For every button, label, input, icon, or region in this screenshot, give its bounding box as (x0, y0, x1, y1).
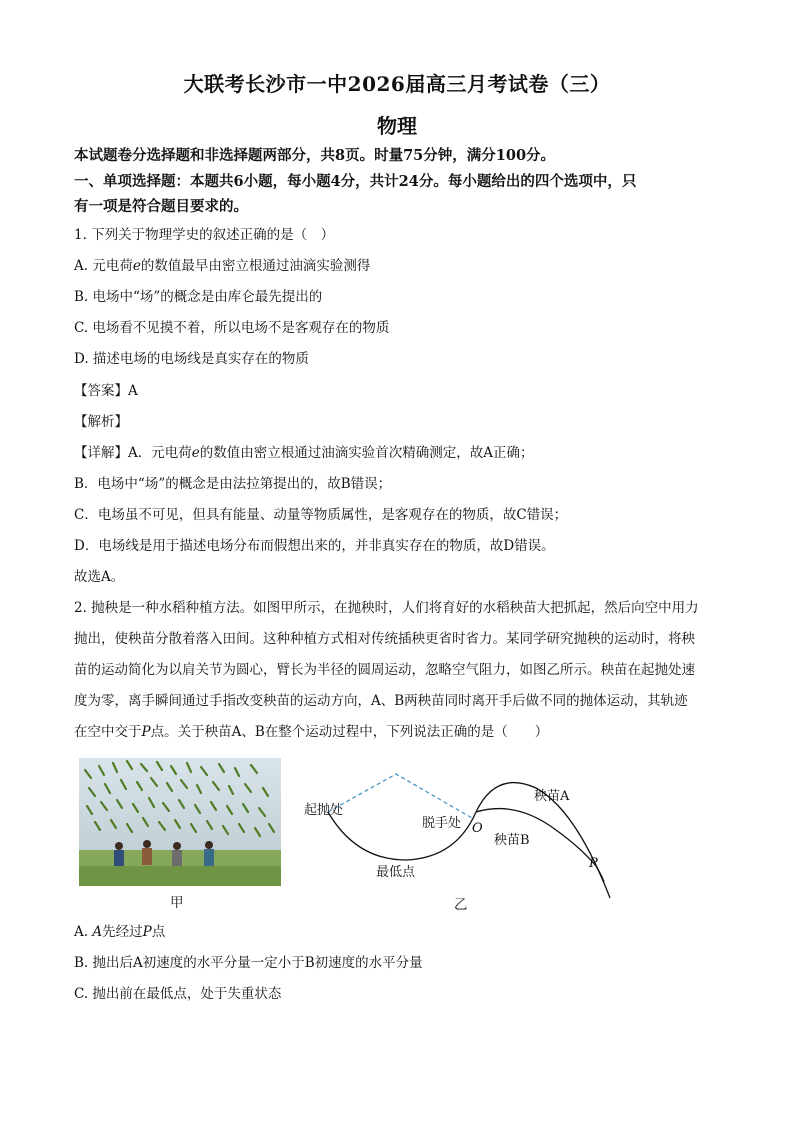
q1-stem: 1. 下列关于物理学史的叙述正确的是（ ） (74, 227, 335, 243)
q1-detail-c: C．电场虽不可见，但具有能量、动量等物质属性，是客观存在的物质，故C错误； (74, 507, 568, 523)
q2-stem-line1: 2. 抛秧是一种水稻种植方法。如图甲所示，在抛秧时，人们将育好的水稻秧苗大把抓起，然后向空中用力 (74, 600, 699, 616)
q2-option-a-pre: A. (74, 924, 93, 940)
q1-detail-b: B．电场中“场”的概念是由法拉第提出的，故B错误； (74, 476, 392, 492)
figure-caption-yi: 乙 (454, 897, 468, 913)
q2-option-c: C. 抛出前在最低点，处于失重状态 (74, 986, 282, 1002)
q2-option-b: B. 抛出后A初速度的水平分量一定小于B初速度的水平分量 (74, 955, 423, 971)
exam-note: 本试题卷分选择题和非选择题两部分，共8页。时量75分钟，满分100分。 (74, 147, 556, 164)
q2-stem-line4: 度为零，离手瞬间通过手指改变秧苗的运动方向，A、B两秧苗同时离开手后做不同的抛体运动，其轨迹 (74, 693, 688, 709)
q2-option-a-var2: P (142, 924, 152, 940)
q1-answer: 【答案】A (74, 383, 138, 399)
q2-stem-line2: 抛出，使秧苗分散着落入田间。这种种植方式相对传统插秧更省时省力。某同学研究抛秧的运动时，将秧 (74, 631, 695, 647)
label-lowest-point: 最低点 (376, 865, 416, 880)
section1-heading-line2: 有一项是符合题目要求的。 (74, 198, 248, 215)
q1-option-a-var: e (132, 258, 141, 274)
q2-stem-line5-var: P (141, 724, 151, 740)
label-release-point: 脱手处 (422, 816, 462, 831)
q1-detail-a-var: e (191, 445, 200, 461)
label-seedling-b: 秧苗B (494, 833, 530, 848)
subject-title: 物理 (377, 114, 417, 138)
figure-jia-photo (79, 758, 281, 886)
q2-option-a (74, 922, 734, 942)
q2-stem-line5-pre: 在空中交于 (74, 724, 142, 740)
rice-throwing-photo (79, 758, 281, 886)
q2-option-a-var: A (92, 924, 103, 940)
q2-stem-line5 (74, 722, 734, 742)
label-p-point: P (589, 856, 598, 871)
q2-stem-line3: 苗的运动简化为以肩关节为圆心，臂长为半径的圆周运动，忽略空气阻力，如图乙所示。秧苗在起抛处速 (74, 662, 695, 678)
q1-option-b: B. 电场中“场”的概念是由库仑最先提出的 (74, 289, 323, 305)
q1-option-a (74, 256, 734, 276)
q1-option-a-post: 的数值最早由密立根通过油滴实验测得 (140, 258, 371, 274)
figure-yi-diagram (296, 760, 626, 900)
q2-option-a-mid: 先经过 (102, 924, 143, 940)
q1-option-d: D. 描述电场的电场线是真实存在的物质 (74, 351, 309, 367)
q1-detail-a-pre: 【详解】A．元电荷 (74, 445, 192, 461)
q1-detail-a-post: 的数值由密立根通过油滴实验首次精确测定，故A正确； (199, 445, 534, 461)
label-o-point: O (472, 821, 483, 836)
q1-conclusion: 故选A。 (74, 569, 125, 585)
photo-field-near (79, 866, 281, 886)
q2-option-a-post: 点 (151, 924, 166, 940)
q2-stem-line5-post: 点。关于秧苗A、B在整个运动过程中，下列说法正确的是（ ） (150, 724, 549, 740)
arm-radius-dashed-lines (328, 774, 472, 818)
q1-analysis-label: 【解析】 (74, 414, 128, 430)
label-start-point: 起抛处 (304, 803, 344, 818)
q1-option-a-pre: A. 元电荷 (74, 258, 133, 274)
exam-title: 大联考长沙市一中2026届高三月考试卷（三） (183, 72, 611, 96)
figure-caption-jia: 甲 (170, 895, 184, 911)
q1-detail-a (74, 443, 734, 463)
q1-detail-d: D．电场线是用于描述电场分布而假想出来的，并非真实存在的物质，故D错误。 (74, 538, 555, 554)
q1-option-c: C. 电场看不见摸不着，所以电场不是客观存在的物质 (74, 320, 390, 336)
section1-heading-line1: 一、单项选择题：本题共6小题，每小题4分，共计24分。每小题给出的四个选项中，只 (74, 173, 637, 190)
label-seedling-a: 秧苗A (534, 789, 570, 804)
